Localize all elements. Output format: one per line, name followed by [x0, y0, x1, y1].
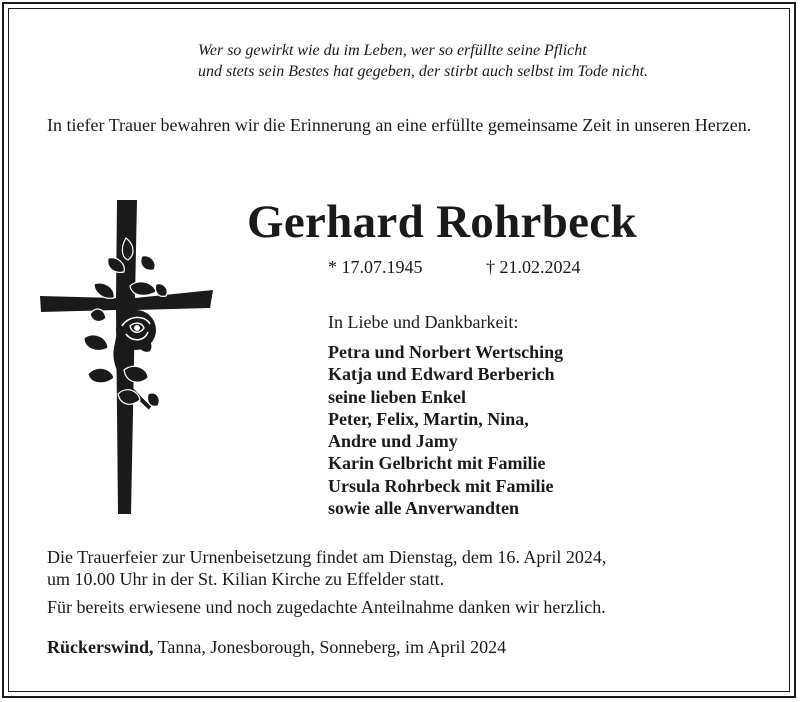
ceremony-notice: [47, 546, 767, 590]
mourner-line: Ursula Rohrbeck mit Familie: [328, 475, 554, 496]
mourner-line: sowie alle Anverwandten: [328, 498, 519, 519]
mourner-line: Petra und Norbert Wertsching: [328, 342, 564, 362]
rose-bloom: [116, 310, 156, 350]
place-bold: Rückerswind,: [47, 637, 154, 657]
deceased-name: Gerhard Rohrbeck: [247, 196, 637, 248]
gratitude-text: Für bereits erwiesene und noch zugedachte Anteilnahme danken wir herzlich.: [47, 597, 606, 617]
motto-line-2: und stets sein Bestes hat gegeben, der stirbt auch selbst im Tode nicht.: [198, 63, 649, 80]
ceremony-line-1: Die Trauerfeier zur Urnenbeisetzung findet am Dienstag, dem 16. April 2024,: [47, 547, 607, 567]
motto-verse: [198, 40, 648, 82]
place-rest: Tanna, Jonesborough, Sonneberg, im April 2024: [153, 637, 507, 657]
intro-text: In tiefer Trauer bewahren wir die Erinnerung an eine erfüllte gemeinsame Zeit in unseren Herzen.: [47, 115, 752, 135]
cross-with-rose-icon: [38, 198, 216, 516]
mourners-list: [328, 341, 563, 519]
place-and-date: [47, 636, 506, 658]
mourner-line: seine lieben Enkel: [328, 386, 467, 407]
thanks-heading: In Liebe und Dankbarkeit:: [328, 312, 519, 332]
death-date: † 21.02.2024: [486, 257, 581, 277]
mourner-line: Peter, Felix, Martin, Nina,: [328, 408, 529, 429]
ceremony-line-2: um 10.00 Uhr in der St. Kilian Kirche zu Effelder statt.: [47, 569, 445, 589]
mourner-line: Katja und Edward Berberich: [328, 364, 555, 385]
birth-date: * 17.07.1945: [328, 257, 423, 277]
mourner-line: Andre und Jamy: [328, 431, 458, 452]
mourner-line: Karin Gelbricht mit Familie: [328, 453, 546, 474]
motto-line-1: Wer so gewirkt wie du im Leben, wer so erfüllte seine Pflicht: [198, 42, 587, 59]
